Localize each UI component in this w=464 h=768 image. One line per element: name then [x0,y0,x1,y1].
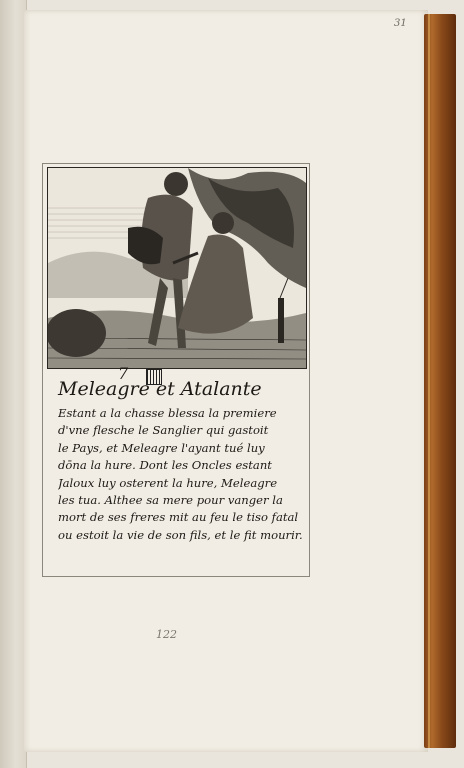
text-line: d'vne flesche le Sanglier qui gastoit [58,423,269,438]
text-line: dōna la hure. Dont les Oncles estant [58,458,272,473]
card-number: 7 [118,364,129,383]
text-line: les tua. Althee sa mere pour vanger la [58,493,283,508]
engraving-scene [48,168,306,368]
text-line: Estant a la chasse blessa la premiere [58,406,277,420]
card-text [58,405,304,544]
page-number: 31 [394,18,407,29]
left-page-edge [0,0,27,768]
text-line: le Pays, et Meleagre l'ayant tué luy [58,440,265,455]
text-line: Jaloux luy osterent la hure, Meleagre [58,475,278,490]
card-title: Meleagre et Atalante [58,378,262,400]
engraving-illustration [47,167,307,369]
gilt-binding [424,14,456,748]
text-line: mort de ses freres mit au feu le tiso fatal [58,510,299,525]
text-line: ou estoit la vie de son fils, et le fit mourir. [58,527,303,542]
folio-number: 122 [156,628,177,641]
